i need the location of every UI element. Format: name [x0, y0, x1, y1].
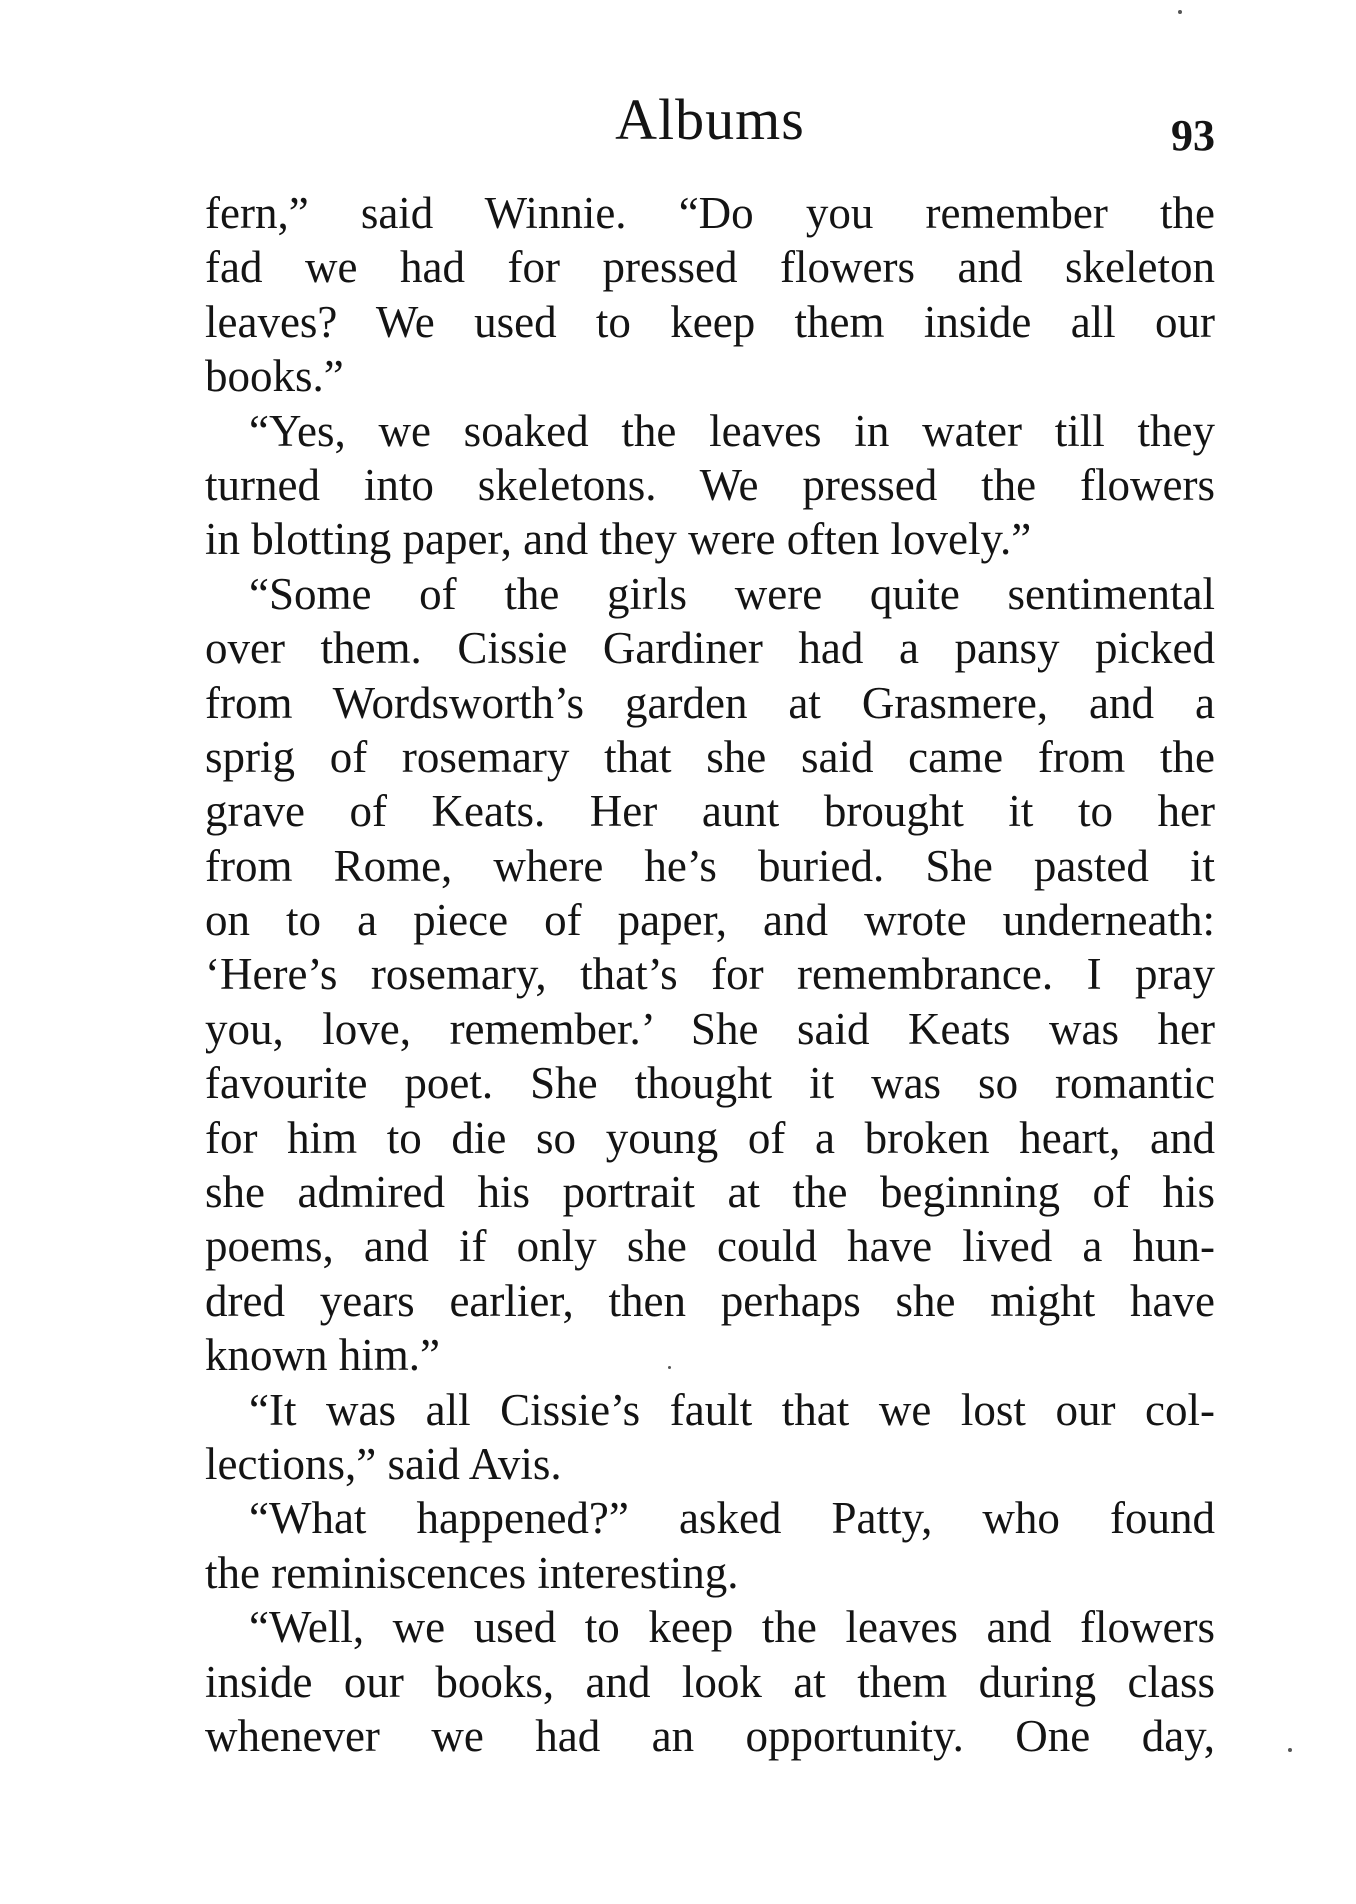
body-text: [205, 186, 1215, 1763]
text-line: lections,” said Avis.: [205, 1438, 562, 1489]
page-number: 93: [1171, 111, 1215, 160]
text-line: known him.”: [205, 1330, 440, 1381]
text-line: leaves? We used to keep them inside all our: [205, 296, 1215, 347]
text-line: poems, and if only she could have lived a hun-: [205, 1221, 1215, 1272]
text-line: inside our books, and look at them during class: [205, 1656, 1215, 1707]
paper-speck: [1178, 10, 1182, 14]
text-line: favourite poet. She thought it was so romantic: [205, 1058, 1215, 1109]
running-title: Albums: [615, 87, 805, 152]
text-line: over them. Cissie Gardiner had a pansy picked: [205, 623, 1215, 674]
text-line: from Rome, where he’s buried. She pasted it: [205, 840, 1215, 891]
text-line: for him to die so young of a broken heart, and: [205, 1112, 1215, 1163]
running-head: [205, 80, 1215, 160]
text-line: whenever we had an opportunity. One day,: [205, 1710, 1215, 1761]
text-line: dred years earlier, then perhaps she might have: [205, 1275, 1215, 1326]
text-line: the reminiscences interesting.: [205, 1547, 739, 1598]
text-line: “Some of the girls were quite sentimental: [249, 568, 1215, 619]
paper-speck: [668, 1366, 671, 1369]
text-line: fad we had for pressed flowers and skeleton: [205, 242, 1215, 293]
text-line: on to a piece of paper, and wrote underneath:: [205, 895, 1215, 946]
text-line: sprig of rosemary that she said came from the: [205, 731, 1215, 782]
text-line: “It was all Cissie’s fault that we lost our col-: [249, 1384, 1215, 1435]
text-line: fern,” said Winnie. “Do you remember the: [205, 188, 1215, 238]
text-line: she admired his portrait at the beginning of his: [205, 1167, 1215, 1218]
text-line: in blotting paper, and they were often lovely.”: [205, 514, 1032, 565]
text-line: ‘Here’s rosemary, that’s for remembrance. I pray: [205, 949, 1215, 1000]
text-line: grave of Keats. Her aunt brought it to her: [205, 786, 1215, 837]
text-line: “Yes, we soaked the leaves in water till they: [249, 405, 1215, 456]
paper-speck: [1288, 1748, 1292, 1752]
text-line: “Well, we used to keep the leaves and flowers: [249, 1602, 1215, 1653]
text-line: turned into skeletons. We pressed the flowers: [205, 459, 1215, 510]
text-line: books.”: [205, 351, 344, 402]
text-line: you, love, remember.’ She said Keats was her: [205, 1003, 1215, 1054]
text-line: “What happened?” asked Patty, who found: [249, 1493, 1215, 1544]
text-line: from Wordsworth’s garden at Grasmere, and a: [205, 677, 1215, 728]
